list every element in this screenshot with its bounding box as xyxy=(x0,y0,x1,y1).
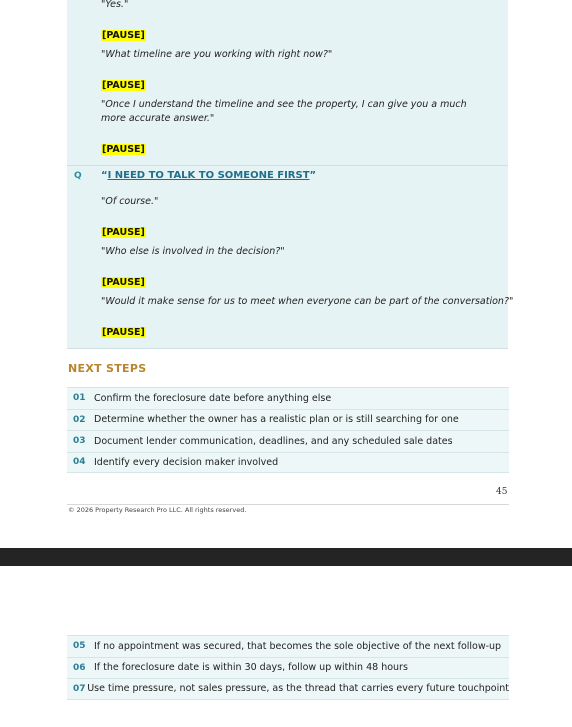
script-quote: "Would it make sense for us to meet when everyone can be part of the conversation?" xyxy=(101,296,514,307)
pause-marker: [PAUSE] xyxy=(102,327,145,338)
next-steps-list xyxy=(67,387,509,473)
script-quote: "Once I understand the timeline and see the property, I can give you a much more accurate answer." xyxy=(101,99,467,124)
step-number: 04 xyxy=(73,457,86,468)
step-number: 02 xyxy=(73,414,86,425)
script-quote: "Who else is involved in the decision?" xyxy=(101,246,285,257)
page-break xyxy=(0,548,572,566)
list-item xyxy=(67,678,509,700)
step-text: Use time pressure, not sales pressure, as the thread that carries every future touchpoint xyxy=(87,683,509,695)
step-text: Document lender communication, deadlines, and any scheduled sale dates xyxy=(94,435,453,447)
pause-marker: [PAUSE] xyxy=(102,144,145,155)
section-divider xyxy=(67,165,508,166)
step-text: If the foreclosure date is within 30 days, follow up within 48 hours xyxy=(94,662,408,674)
pause-marker: [PAUSE] xyxy=(102,30,145,41)
step-number: 01 xyxy=(73,393,86,404)
objection-marker: Q xyxy=(74,171,82,181)
pause-marker: [PAUSE] xyxy=(102,227,145,238)
list-item xyxy=(67,430,509,452)
copyright-footer: © 2026 Property Research Pro LLC. All rights reserved. xyxy=(68,506,247,514)
step-text: Confirm the foreclosure date before anything else xyxy=(94,392,332,404)
step-text: Identify every decision maker involved xyxy=(94,456,279,468)
pause-marker: [PAUSE] xyxy=(102,277,145,288)
step-number: 05 xyxy=(73,641,86,652)
next-steps-heading: NEXT STEPS xyxy=(68,362,147,375)
list-item xyxy=(67,452,509,474)
objection-title: “I NEED TO TALK TO SOMEONE FIRST” xyxy=(101,170,317,181)
step-number: 03 xyxy=(73,436,86,447)
script-quote: "Yes." xyxy=(101,0,129,10)
page-number: 45 xyxy=(496,487,508,497)
step-text: If no appointment was secured, that becomes the sole objective of the next follow-up xyxy=(94,640,502,652)
step-number: 07 xyxy=(73,683,86,694)
list-item xyxy=(67,635,509,657)
list-item xyxy=(67,387,509,409)
footer-divider xyxy=(67,504,509,505)
list-item xyxy=(67,657,509,679)
step-number: 06 xyxy=(73,662,86,673)
script-quote: "Of course." xyxy=(101,196,159,207)
next-steps-list-continued xyxy=(67,635,509,700)
script-quote: "What timeline are you working with right now?" xyxy=(101,49,333,60)
pause-marker: [PAUSE] xyxy=(102,80,145,91)
step-text: Determine whether the owner has a realistic plan or is still searching for one xyxy=(94,414,459,426)
list-item xyxy=(67,409,509,431)
